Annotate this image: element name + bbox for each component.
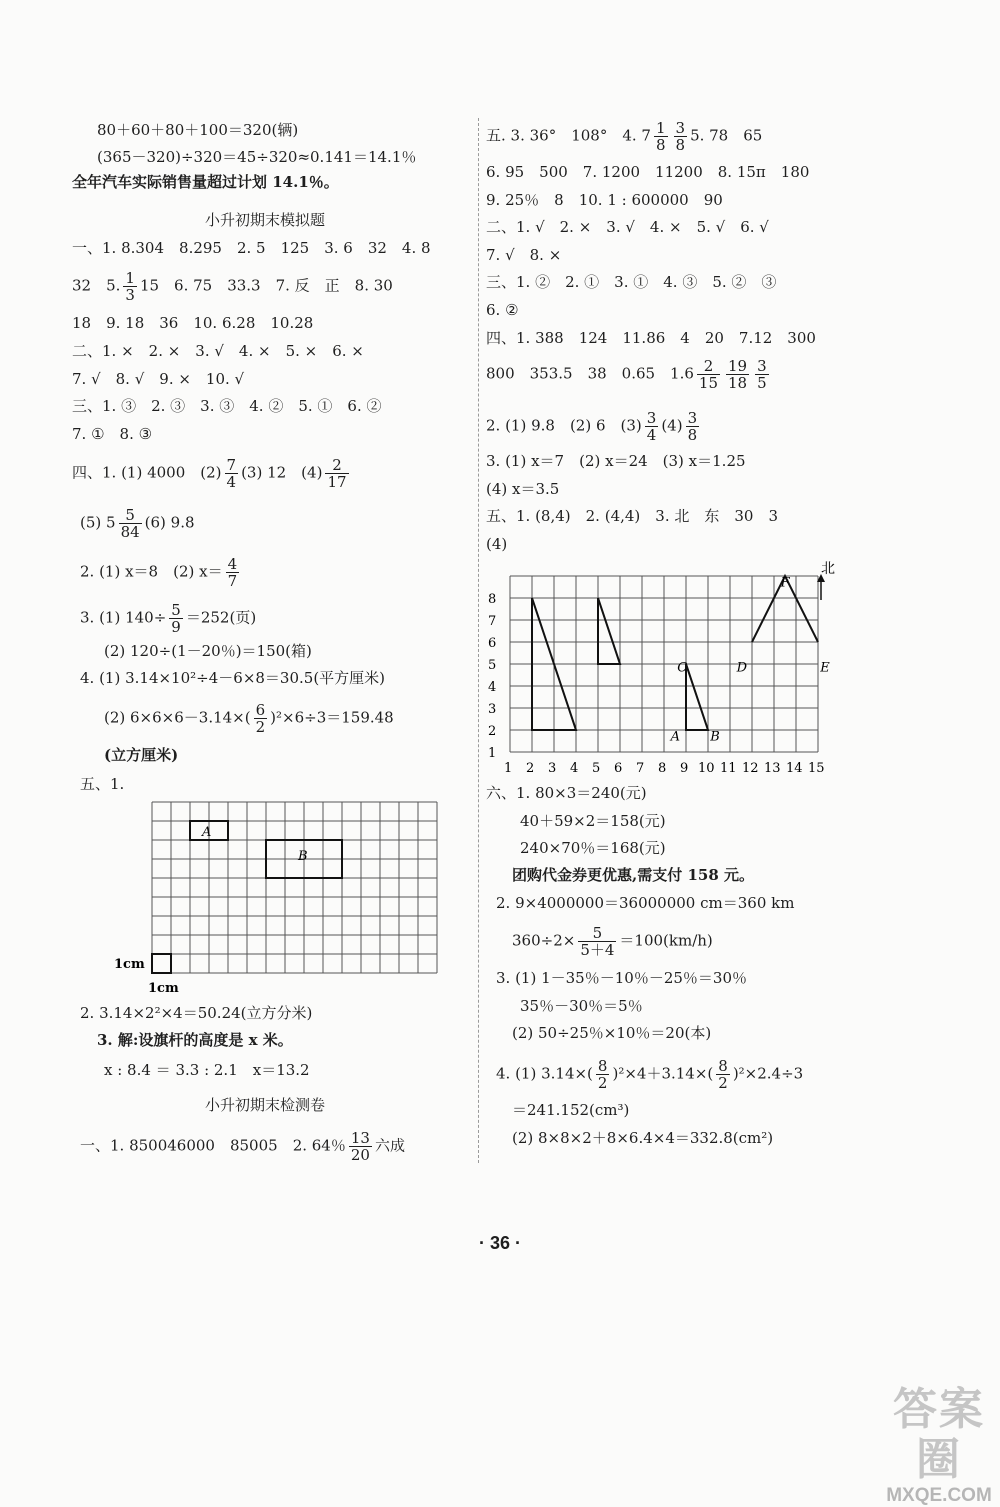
column-divider xyxy=(478,118,479,1163)
answer-line: (4) x＝3.5 xyxy=(486,480,560,498)
answer-line: (4) xyxy=(486,535,508,553)
answer-line: 一、1. 8.304 8.295 2. 5 125 3. 6 32 4. 8 xyxy=(72,239,431,257)
x-tick-label: 12 xyxy=(742,761,759,776)
fraction: $\frac{3}{8}$ xyxy=(687,409,698,444)
x-tick-label: 10 xyxy=(698,761,715,776)
answer-line: 三、1. ③ 2. ③ 3. ③ 4. ② 5. ① 6. ② xyxy=(72,397,382,415)
answer-line: 四、1. 388 124 11.86 4 20 7.12 300 xyxy=(486,329,816,347)
answer-line: (2) 120÷(1－20％)＝150(箱) xyxy=(104,642,312,660)
answer-line: (5) 5 $\frac{5}{84}$ (6) 9.8 xyxy=(80,506,195,541)
y-tick-label: 8 xyxy=(488,592,497,607)
fraction: $\frac{1}{3}$ xyxy=(125,269,135,304)
x-tick-label: 7 xyxy=(636,761,645,776)
x-tick-label: 6 xyxy=(614,761,623,776)
answer-line: x : 8.4 ＝ 3.3 : 2.1 x＝13.2 xyxy=(104,1061,310,1079)
y-tick-label: 4 xyxy=(488,680,497,695)
answer-line: 2. 3.14×2²×4＝50.24(立方分米) xyxy=(80,1004,313,1022)
answer-line: 32 5. $\frac{1}{3}$ 15 6. 75 33.3 7. 反 正 8. 30 xyxy=(72,269,393,304)
x-tick-label: 9 xyxy=(680,761,689,776)
x-tick-label: 5 xyxy=(592,761,601,776)
answer-line: 二、1. × 2. × 3. √ 4. × 5. × 6. × xyxy=(72,342,364,360)
answer-line: 800 353.5 38 0.65 1.6 $\frac{2}{15}$ $\frac{19}{18}$ $\frac{3}{5}$ xyxy=(486,357,767,392)
point-label-a: A xyxy=(670,729,680,745)
x-tick-label: 13 xyxy=(764,761,781,776)
x-tick-label: 4 xyxy=(570,761,579,776)
fraction: $\frac{2}{17}$ xyxy=(327,456,347,491)
answer-line: 3. 解:设旗杆的高度是 x 米。 xyxy=(97,1031,293,1049)
section-title: 小升初期末模拟题 xyxy=(204,211,325,229)
answer-line: 4. (1) 3.14×( $\frac{8}{2}$ )²×4＋3.14×( $\frac{8}{2}$ )²×2.4÷3 xyxy=(496,1057,804,1092)
answer-line: 3. (1) 1－35％－10％－25％＝30％ xyxy=(496,969,747,987)
point-label-d: D xyxy=(736,660,748,676)
section-title: 小升初期末检测卷 xyxy=(204,1096,325,1114)
answer-line: 7. √ 8. √ 9. × 10. √ xyxy=(72,370,245,388)
answer-line: 3. (1) 140÷ $\frac{5}{9}$ ＝252(页) xyxy=(80,601,257,636)
answer-line: ＝241.152(cm³) xyxy=(512,1101,630,1119)
answer-line: 6. 95 500 7. 1200 11200 8. 15π 180 xyxy=(486,163,810,181)
unit-square xyxy=(152,954,171,973)
answer-line: 五、1. (8,4) 2. (4,4) 3. 北 东 30 3 xyxy=(486,507,778,525)
x-tick-label: 11 xyxy=(720,761,737,776)
north-label: 北 xyxy=(821,561,835,577)
fraction: $\frac{8}{2}$ xyxy=(718,1057,728,1092)
fraction: $\frac{2}{15}$ xyxy=(698,357,719,392)
point-label-c: C xyxy=(677,660,688,676)
rect-a-label: A xyxy=(202,825,212,840)
answer-line: 五、1. xyxy=(80,775,125,793)
point-label-e: E xyxy=(820,660,830,676)
x-tick-label: 15 xyxy=(808,761,825,776)
fraction: $\frac{3}{4}$ xyxy=(646,409,657,444)
answer-line: 五. 3. 36° 108° 4. 7 $\frac{1}{8}$ $\frac{3}{8}$ 5. 78 65 xyxy=(486,119,763,154)
y-tick-label: 2 xyxy=(488,724,497,739)
answer-line: 35％－30％＝5％ xyxy=(520,997,643,1015)
fraction: $\frac{13}{20}$ xyxy=(350,1129,370,1164)
answer-line: (立方厘米) xyxy=(104,746,179,764)
answer-line: 6. ② xyxy=(486,301,519,319)
rect-b-label: B xyxy=(298,849,308,864)
scale-label: 1cm xyxy=(114,957,145,972)
answer-line: 一、1. 850046000 85005 2. 64％ $\frac{13}{20}$ 六成 xyxy=(80,1129,405,1164)
calc-line: (365－320)÷320＝45÷320≈0.141＝14.1％ xyxy=(97,148,417,166)
y-tick-label: 3 xyxy=(488,702,497,717)
answer-line: 六、1. 80×3＝240(元) xyxy=(486,784,647,802)
rectangle-grid xyxy=(110,792,450,1022)
shape-small-triangle xyxy=(598,598,620,664)
answer-line: 4. (1) 3.14×10²÷4－6×8＝30.5(平方厘米) xyxy=(80,669,386,687)
x-tick-label: 8 xyxy=(658,761,667,776)
answer-line: 2. (1) 9.8 (2) 6 (3) $\frac{3}{4}$ (4) $\frac{3}{8}$ xyxy=(486,409,698,444)
answer-line: 3. (1) x＝7 (2) x＝24 (3) x＝1.25 xyxy=(486,452,746,470)
answer-line: (2) 6×6×6－3.14×( $\frac{6}{2}$ )²×6÷3＝159.48 xyxy=(104,701,394,736)
answer-sentence: 全年汽车实际销售量超过计划 14.1％。 xyxy=(72,173,339,191)
answer-line: 二、1. √ 2. × 3. √ 4. × 5. √ 6. √ xyxy=(486,218,769,236)
x-tick-label: 3 xyxy=(548,761,557,776)
y-tick-label: 7 xyxy=(488,614,497,629)
page-number: · 36 · xyxy=(478,1233,521,1253)
answer-line: 7. ① 8. ③ xyxy=(72,425,153,443)
y-tick-label: 1 xyxy=(488,746,497,761)
fraction: $\frac{3}{8}$ xyxy=(675,119,686,154)
answer-line: (2) 50÷25％×10％＝20(本) xyxy=(512,1024,712,1042)
fraction: $\frac{5}{84}$ xyxy=(120,506,140,541)
calc-line: 80＋60＋80＋100＝320(辆) xyxy=(97,121,299,139)
y-tick-label: 5 xyxy=(488,658,497,673)
watermark-logo: 答案圈 MXQE.COM xyxy=(886,1385,992,1506)
fraction: $\frac{7}{4}$ xyxy=(226,456,237,491)
fraction: $\frac{19}{18}$ xyxy=(728,357,748,392)
fraction: $\frac{4}{7}$ xyxy=(227,555,238,590)
point-label-b: B xyxy=(710,729,720,745)
fraction: $\frac{1}{8}$ xyxy=(655,119,666,154)
answer-line: 2. (1) x＝8 (2) x＝ $\frac{4}{7}$ xyxy=(80,555,238,590)
shape-triangle-abc xyxy=(686,664,708,730)
fraction: $\frac{8}{2}$ xyxy=(597,1057,608,1092)
fraction: $\frac{5}{9}$ xyxy=(171,601,181,636)
answer-sentence: 团购代金券更优惠,需支付 158 元。 xyxy=(512,866,754,884)
point-label-f: F xyxy=(780,575,790,591)
fraction: $\frac{5}{5+4}$ xyxy=(580,924,615,959)
answer-line: 9. 25％ 8 10. 1 : 600000 90 xyxy=(486,191,723,209)
x-tick-label: 1 xyxy=(504,761,513,776)
answer-line: 7. √ 8. × xyxy=(486,246,562,264)
answer-line: 360÷2× $\frac{5}{5+4}$ ＝100(km/h) xyxy=(512,924,713,959)
coordinate-grid xyxy=(480,560,860,785)
answer-line: 2. 9×4000000＝36000000 cm＝360 km xyxy=(496,894,795,912)
answer-line: 18 9. 18 36 10. 6.28 10.28 xyxy=(72,314,314,332)
answer-line: 三、1. ② 2. ① 3. ① 4. ③ 5. ② ③ xyxy=(486,273,777,291)
fraction: $\frac{3}{5}$ xyxy=(757,357,767,392)
y-tick-label: 6 xyxy=(488,636,497,651)
answer-line: 240×70％＝168(元) xyxy=(520,839,666,857)
answer-line: 四、1. (1) 4000 (2) $\frac{7}{4}$ (3) 12 (4) $\frac{2}{17}$ xyxy=(72,456,347,491)
x-tick-label: 2 xyxy=(526,761,535,776)
scale-label: 1cm xyxy=(148,981,179,996)
fraction: $\frac{6}{2}$ xyxy=(255,701,266,736)
answer-line: 40＋59×2＝158(元) xyxy=(520,812,666,830)
answer-line: (2) 8×8×2＋8×6.4×4＝332.8(cm²) xyxy=(512,1129,774,1147)
x-tick-label: 14 xyxy=(786,761,803,776)
